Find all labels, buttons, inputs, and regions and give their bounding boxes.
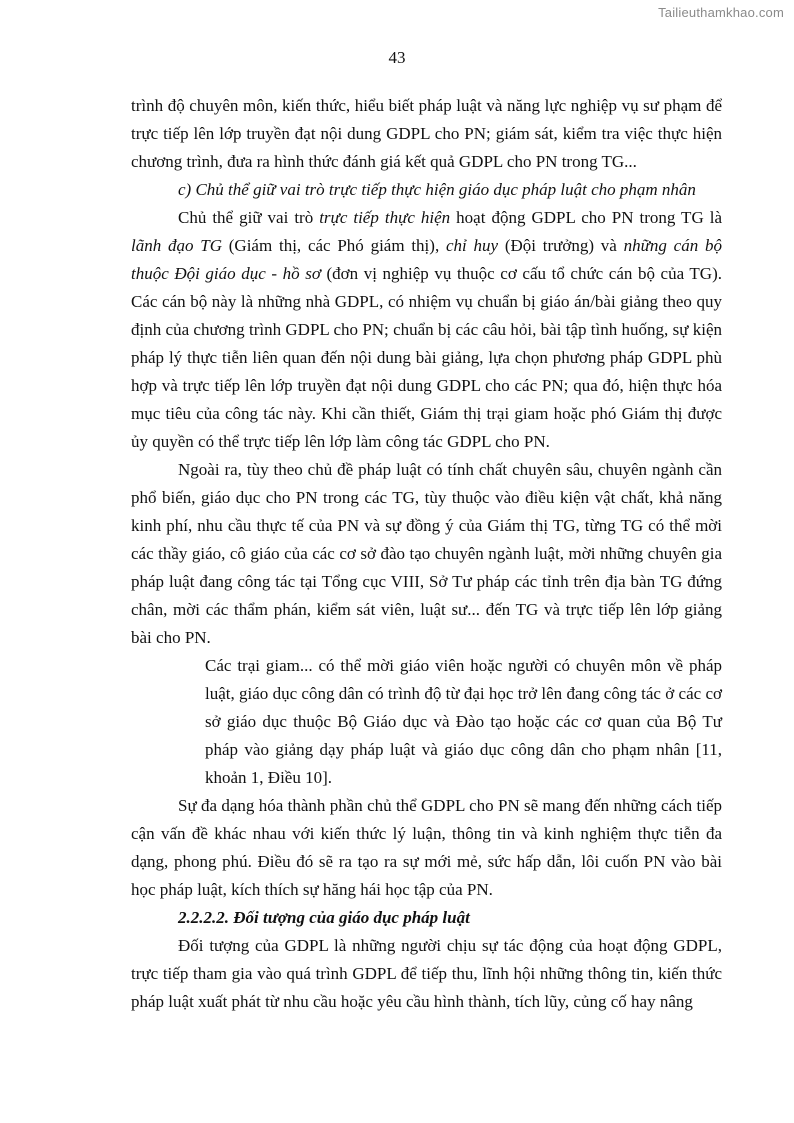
paragraph-continuation: trình độ chuyên môn, kiến thức, hiểu biết pháp luật và năng lực nghiệp vụ sư phạm để trực tiếp lên lớp truyền đạt nội dung GDPL cho PN; giám sát, kiểm tra việc thực hiện chương trình, đưa ra hình thức đánh giá kết quả GDPL cho PN trong TG... (131, 96, 722, 171)
paragraph-objects: Đối tượng của GDPL là những người chịu sự tác động của hoạt động GDPL, trực tiếp tham gia vào quá trình GDPL để tiếp thu, lĩnh hội những thông tin, kiến thức pháp luật xuất phát từ nhu cầu hoặc yêu cầu hình thành, tích lũy, củng cố hay nâng (131, 936, 722, 1011)
section-heading-c: c) Chủ thể giữ vai trò trực tiếp thực hiện giáo dục pháp luật cho phạm nhân (178, 180, 696, 199)
text-run: hoạt động GDPL cho PN trong TG là (450, 208, 722, 227)
text-run: (Đội trưởng) và (498, 236, 624, 255)
paragraph-additional-subjects: Ngoài ra, tùy theo chủ đề pháp luật có tính chất chuyên sâu, chuyên ngành cần phổ biến, giáo dục cho PN trong các TG, tùy thuộc vào điều kiện vật chất, khả năng kinh phí, nhu cầu thực tế của PN và sự đồng ý của Giám thị TG, từng TG có thể mời các thầy giáo, cô giáo của các cơ sở đào tạo chuyên ngành luật, mời những chuyên gia pháp luật đang công tác tại Tổng cục VIII, Sở Tư pháp các tỉnh trên địa bàn TG đứng chân, mời các thẩm phán, kiểm sát viên, luật sư... đến TG và trực tiếp lên lớp giảng bài cho PN. (131, 460, 722, 647)
italic-run: chỉ huy (445, 236, 499, 255)
paragraph-direct-subjects (131, 204, 722, 456)
text-run: (Giám thị, các Phó giám thị), (222, 236, 446, 255)
block-quote: Các trại giam... có thể mời giáo viên hoặc người có chuyên môn về pháp luật, giáo dục công dân có trình độ từ đại học trở lên đang công tác ở các cơ sở giáo dục thuộc Bộ Giáo dục và Đào tạo hoặc các cơ quan của Bộ Tư pháp vào giảng dạy pháp luật và giáo dục công dân cho phạm nhân [11, khoản 1, Điều 10]. (205, 656, 722, 787)
document-body (131, 92, 722, 1016)
text-run: Chủ thể giữ vai trò (178, 208, 320, 227)
italic-run: lãnh đạo TG (131, 236, 222, 255)
watermark: Tailieuthamkhao.com (658, 5, 784, 20)
section-heading-2-2-2-2: 2.2.2.2. Đối tượng của giáo dục pháp luật (178, 908, 470, 927)
page-number: 43 (388, 48, 406, 67)
paragraph-diversification: Sự đa dạng hóa thành phần chủ thể GDPL cho PN sẽ mang đến những cách tiếp cận vấn đề khác nhau với kiến thức lý luận, thông tin và kinh nghiệm thực tiễn đa dạng, phong phú. Điều đó sẽ ra tạo ra sự mới mẻ, sức hấp dẫn, lôi cuốn PN vào bài học pháp luật, kích thích sự hăng hái học tập của PN. (131, 796, 722, 899)
italic-run: trực tiếp thực hiện (319, 208, 451, 227)
text-run: (đơn vị nghiệp vụ thuộc cơ cấu tổ chức cán bộ của TG). Các cán bộ này là những nhà GDPL, có nhiệm vụ chuẩn bị giáo án/bài giảng theo quy định của chương trình GDPL cho PN; chuẩn bị các câu hỏi, bài tập tình huống, sự kiện pháp lý thực tiễn liên quan đến nội dung bài giảng, lựa chọn phương pháp GDPL phù hợp và trực tiếp lên lớp truyền đạt nội dung GDPL cho các PN; qua đó, hiện thực hóa mục tiêu của công tác này. Khi cần thiết, Giám thị trại giam hoặc phó Giám thị được ủy quyền có thể trực tiếp lên lớp làm công tác GDPL cho PN. (131, 264, 722, 451)
italic-run: những cán bộ thuộc Đội giáo dục - hồ sơ (131, 236, 722, 283)
